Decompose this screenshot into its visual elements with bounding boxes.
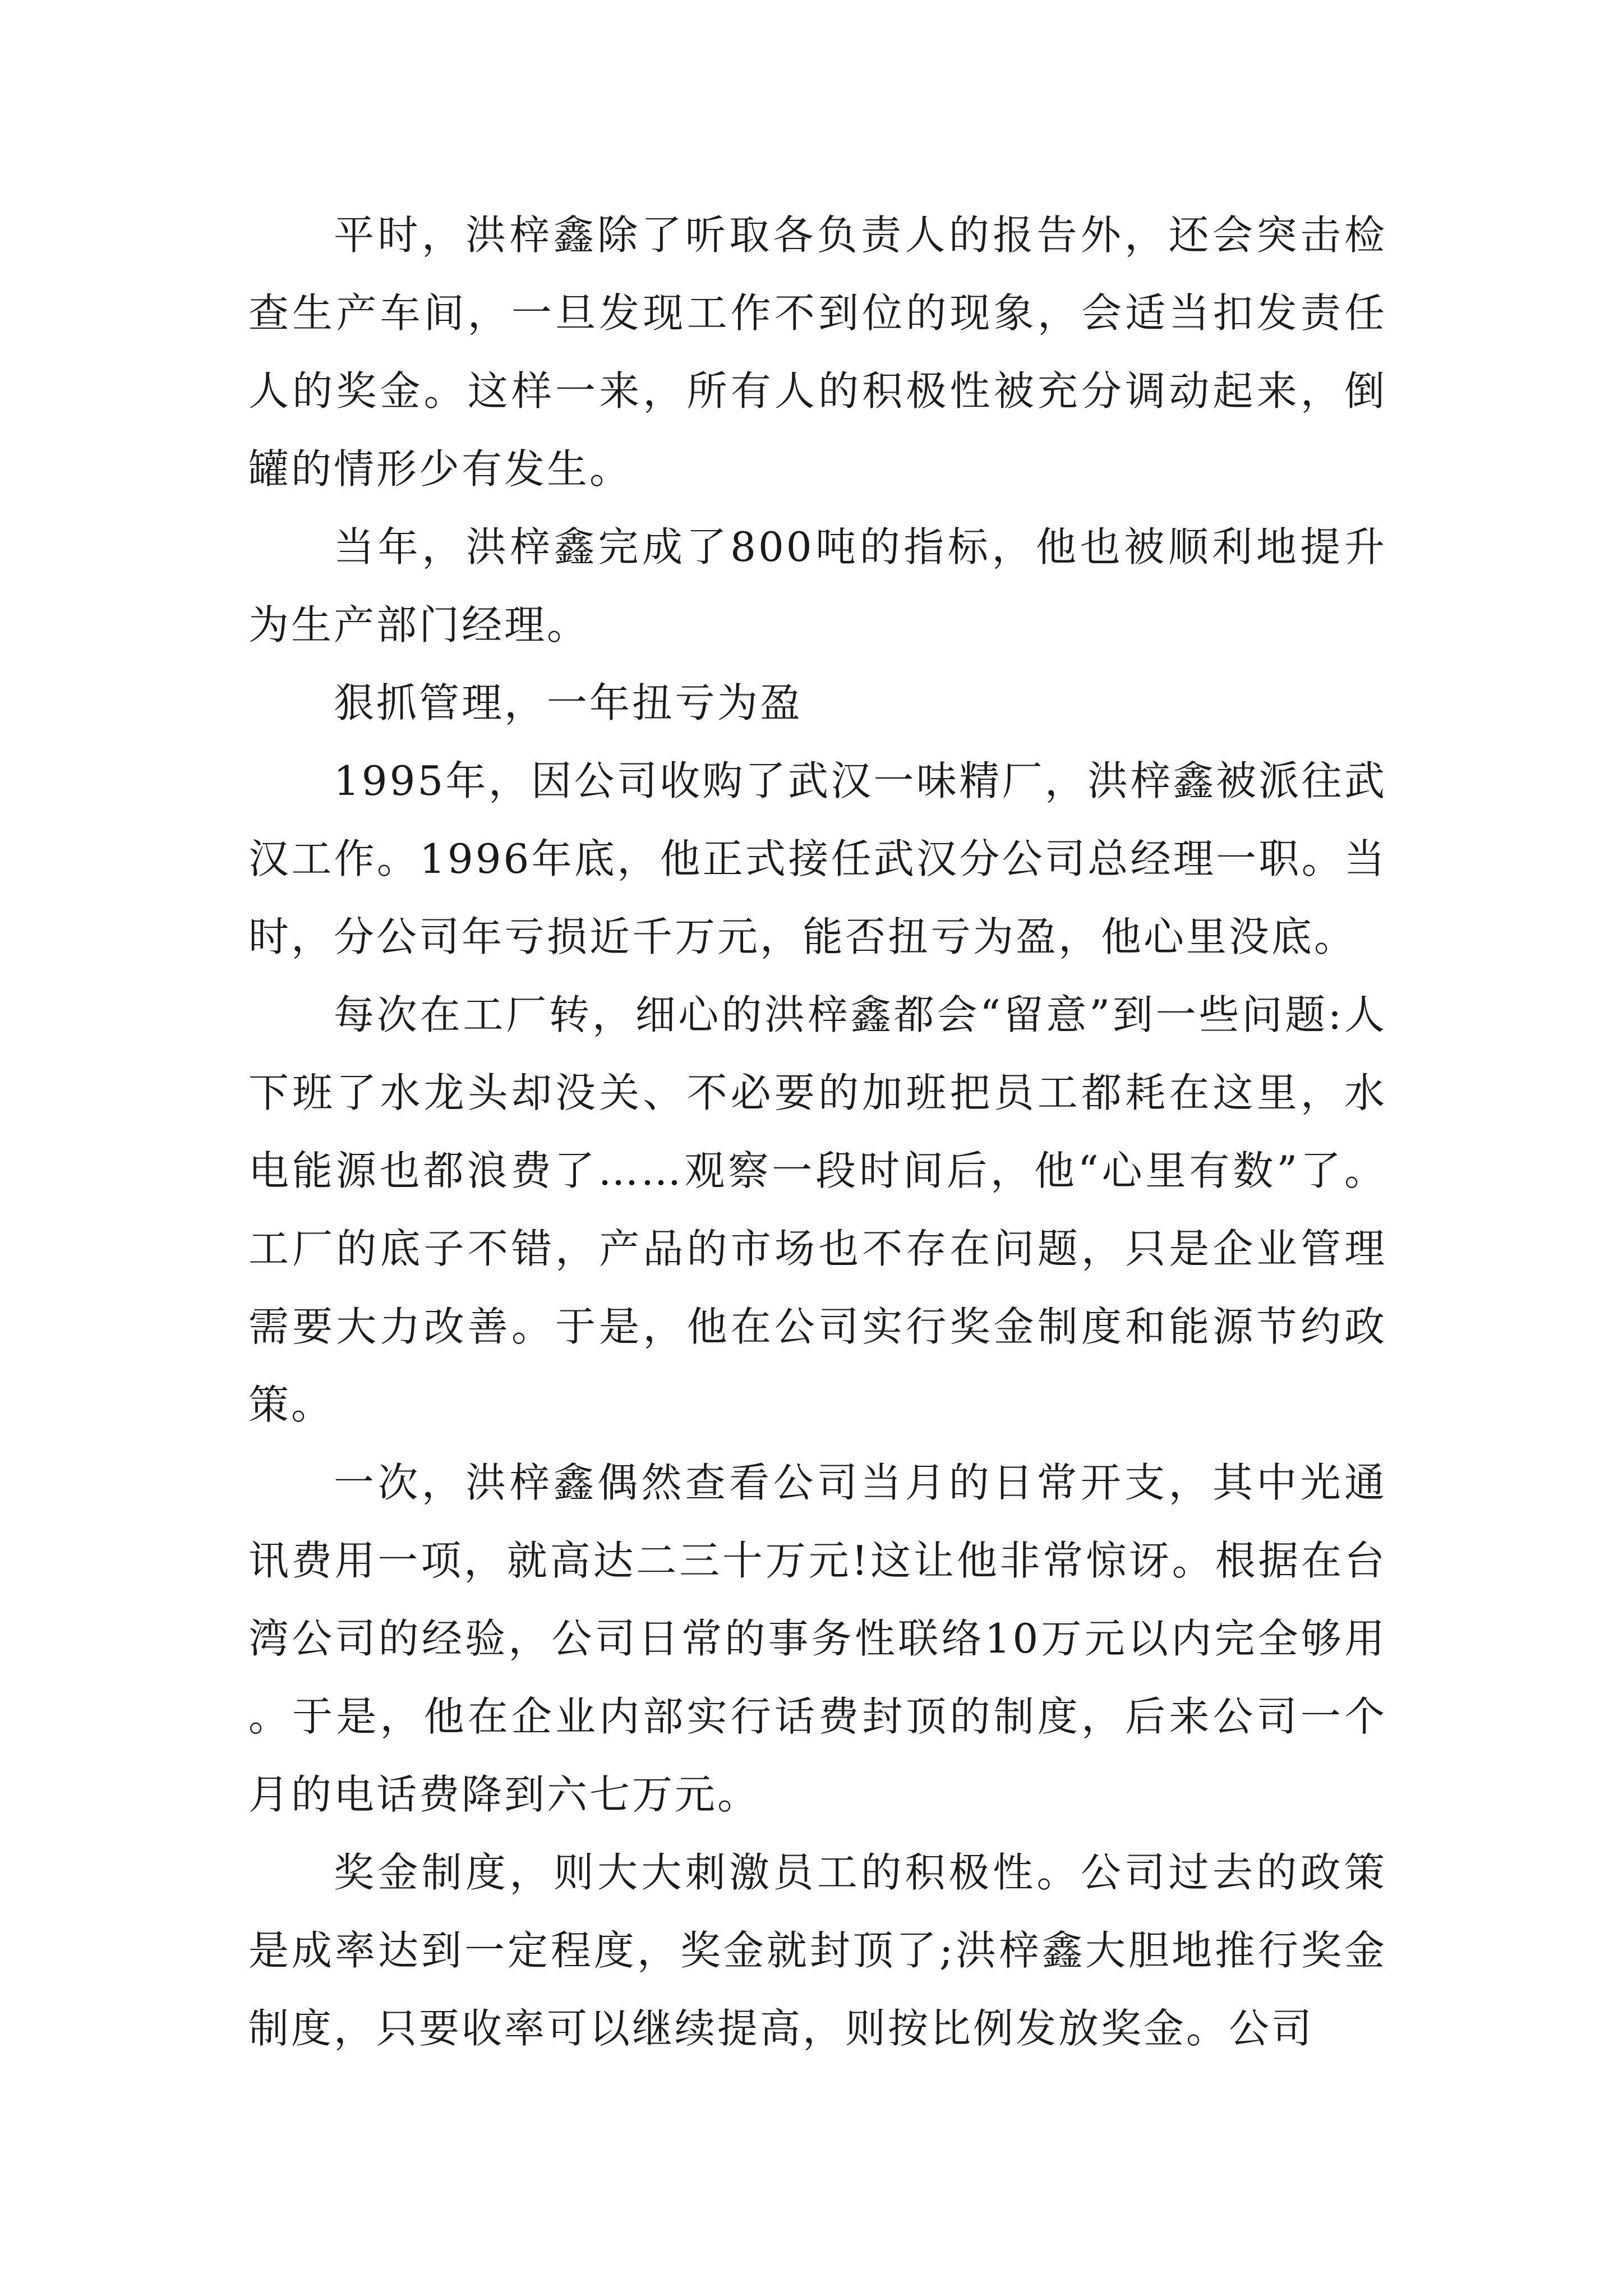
paragraph-3: 1995年，因公司收购了武汉一味精厂，洪梓鑫被派往武汉工作。1996年底，他正式接任武汉分公司总经理一职。当时，分公司年亏损近千万元，能否扭亏为盈，他心里没底。 xyxy=(248,757,1387,960)
paragraph-5: 一次，洪梓鑫偶然查看公司当月的日常开支，其中光通讯费用一项，就高达二三十万元!这让他非常惊讶。根据在台湾公司的经验，公司日常的事务性联络10万元以内完全够用。于是，他在企业内部实行话费封顶的制度，后来公司一个月的电话费降到六七万元。 xyxy=(248,1459,1387,1818)
paragraph-2: 当年，洪梓鑫完成了800吨的指标，他也被顺利地提升为生产部门经理。 xyxy=(248,523,1387,648)
paragraph-6: 奖金制度，则大大刺激员工的积极性。公司过去的政策是成率达到一定程度，奖金就封顶了;洪梓鑫大胆地推行奖金制度，只要收率可以继续提高，则按比例发放奖金。公司 xyxy=(248,1849,1387,2052)
document-body xyxy=(248,196,1387,2068)
paragraph-1: 平时，洪梓鑫除了听取各负责人的报告外，还会突击检查生产车间，一旦发现工作不到位的现象，会适当扣发责任人的奖金。这样一来，所有人的积极性被充分调动起来，倒罐的情形少有发生。 xyxy=(248,211,1387,493)
paragraph-4: 每次在工厂转，细心的洪梓鑫都会“留意”到一些问题:人下班了水龙头却没关、不必要的加班把员工都耗在这里，水电能源也都浪费了……观察一段时间后，他“心里有数”了。工厂的底子不错，产品的市场也不存在问题，只是企业管理需要大力改善。于是，他在公司实行奖金制度和能源节约政策。 xyxy=(248,991,1387,1428)
section-heading: 狠抓管理，一年扭亏为盈 xyxy=(334,679,803,726)
